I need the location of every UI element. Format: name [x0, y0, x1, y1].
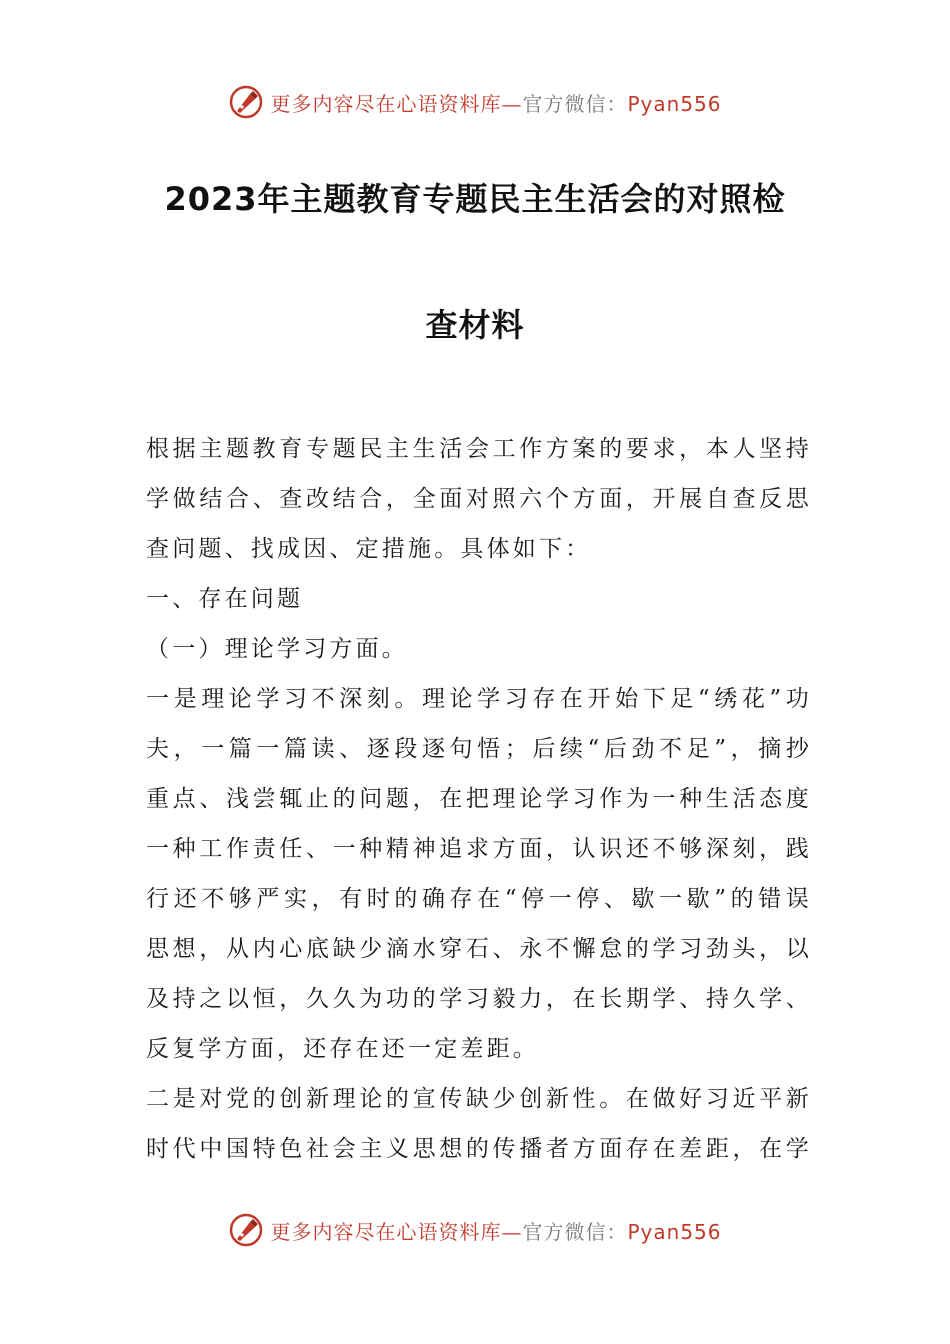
body-line: 根据主题教育专题民主生活会工作方案的要求，本人坚持: [146, 436, 812, 462]
pen-nib-logo-icon: [228, 1212, 264, 1248]
banner-site-text: 更多内容尽在心语资料库: [270, 91, 502, 116]
body-line: 查问题、找成因、定措施。具体如下：: [146, 536, 592, 562]
banner-handle: Pyan556: [627, 1219, 722, 1244]
footer-banner: [0, 1210, 950, 1250]
body-line: 时代中国特色社会主义思想的传播者方面存在差距，在学: [146, 1136, 812, 1162]
body-line: 思想，从内心底缺少滴水穿石、永不懈怠的学习劲头，以: [146, 936, 812, 962]
document-body: [146, 424, 812, 1174]
banner-text: [270, 1216, 721, 1245]
body-line: 一是理论学习不深刻。理论学习存在开始下足“绣花”功: [146, 686, 812, 712]
pen-nib-logo-icon: [228, 84, 264, 120]
banner-site-text: 更多内容尽在心语资料库: [270, 1219, 502, 1244]
body-line: 及持之以恒，久久为功的学习毅力，在长期学、持久学、: [146, 986, 812, 1012]
subsection-heading: （一）理论学习方面。: [146, 636, 408, 662]
document-title-line-2: 查材料: [425, 306, 525, 344]
body-line: 一种工作责任、一种精神追求方面，认识还不够深刻，践: [146, 836, 812, 862]
body-line: 夫，一篇一篇读、逐段逐句悟；后续“后劲不足”，摘抄: [146, 736, 812, 762]
banner-separator: —: [501, 1219, 523, 1244]
body-line: 反复学方面，还存在还一定差距。: [146, 1036, 539, 1062]
body-line: 行还不够严实，有时的确存在“停一停、歇一歇”的错误: [146, 886, 812, 912]
document-title-line-1: 2023年主题教育专题民主生活会的对照检: [164, 180, 786, 218]
banner-text: [270, 88, 721, 117]
section-heading: 一、存在问题: [146, 586, 304, 612]
banner-official-text: 官方微信：: [522, 91, 628, 116]
body-line: 二是对党的创新理论的宣传缺少创新性。在做好习近平新: [146, 1086, 812, 1112]
banner-official-text: 官方微信：: [522, 1219, 628, 1244]
banner-separator: —: [501, 91, 523, 116]
header-banner: [0, 82, 950, 122]
banner-handle: Pyan556: [627, 91, 722, 116]
body-line: 学做结合、查改结合，全面对照六个方面，开展自查反思: [146, 486, 812, 512]
body-line: 重点、浅尝辄止的问题，在把理论学习作为一种生活态度: [146, 786, 812, 812]
